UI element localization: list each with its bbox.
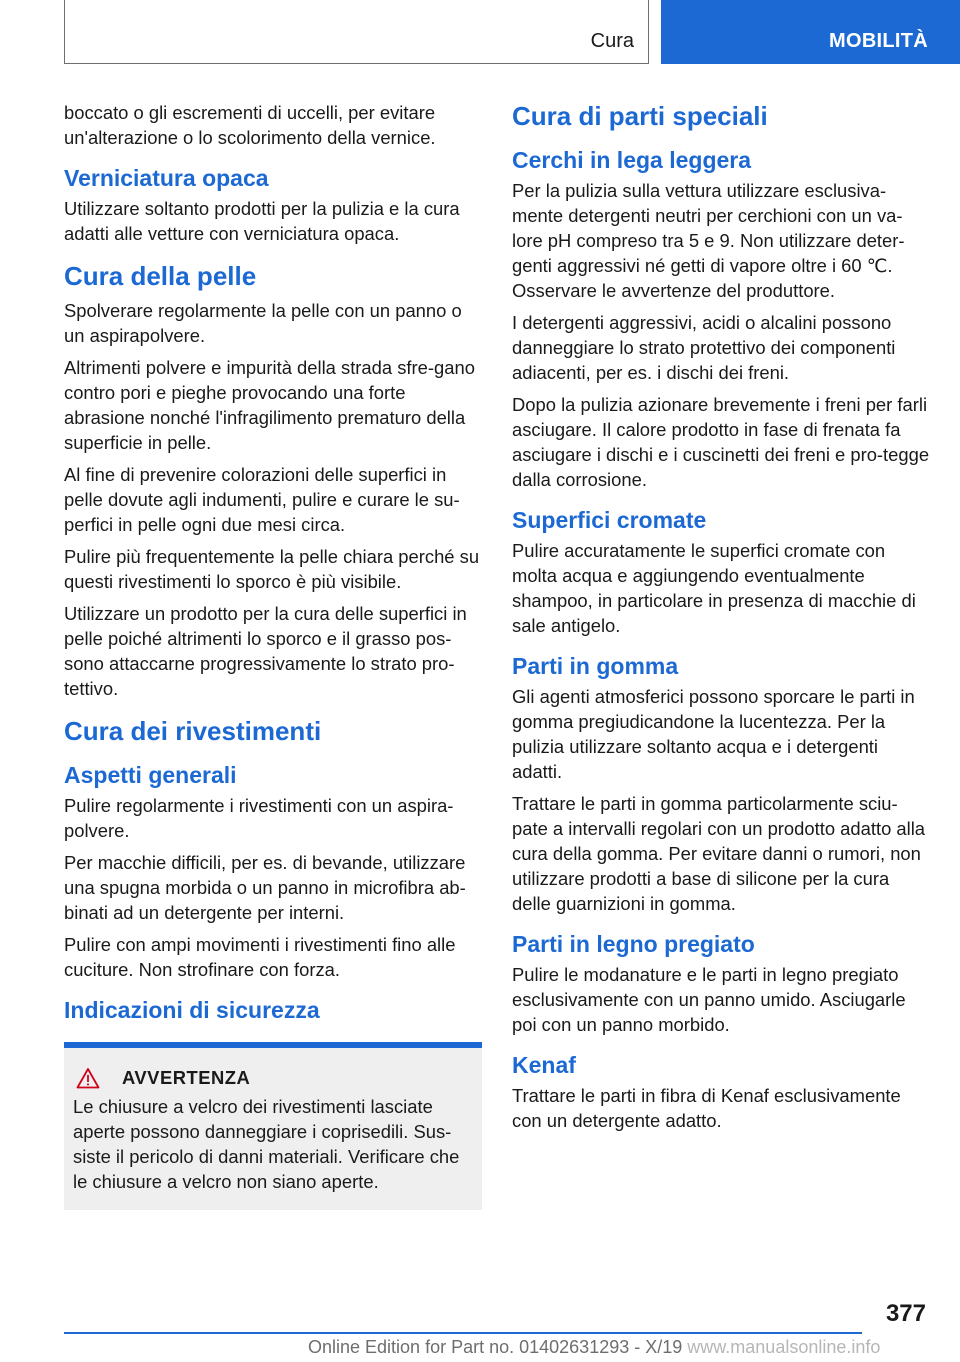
warning-text: Le chiusure a velcro dei rivestimenti lasciate aperte possono danneggiare i coprisedili. Sus-siste il pericolo di danni materiali. Verificare che le chiusure a velcro non siano aperte. bbox=[73, 1096, 460, 1192]
paragraph: Dopo la pulizia azionare brevemente i freni per farli asciugare. Il calore prodotto in fase di frenata fa asciugare i dischi e i cuscinetti dei freni e pro-tegge dalla corrosione. bbox=[512, 394, 930, 490]
paragraph: Pulire più frequentemente la pelle chiara perché su questi rivestimenti lo sporco è più visibile. bbox=[64, 546, 480, 592]
warning-title: AVVERTENZA bbox=[122, 1067, 251, 1088]
right-column bbox=[512, 100, 930, 1140]
footer-edition: Online Edition for Part no. 01402631293 - X/19 bbox=[308, 1337, 683, 1357]
warning-header bbox=[73, 1066, 472, 1090]
paragraph: Al fine di prevenire colorazioni delle superfici in pelle dovute agli indumenti, pulire e curare le su-perfici in pelle ogni due mesi circa. bbox=[64, 464, 460, 535]
paragraph: Pulire con ampi movimenti i rivestimenti fino alle cuciture. Non strofinare con forza. bbox=[64, 934, 456, 980]
heading-verniciatura-opaca: Verniciatura opaca bbox=[64, 165, 269, 191]
paragraph: Pulire le modanature e le parti in legno pregiato esclusivamente con un panno umido. Asciugarle poi con un panno morbido. bbox=[512, 964, 906, 1035]
paragraph: Per macchie difficili, per es. di bevande, utilizzare una spugna morbida o un panno in microfibra ab-binati ad un detergente per interni. bbox=[64, 852, 466, 923]
footer-watermark: www.manualsonline.info bbox=[687, 1337, 881, 1357]
header-chapter-tab bbox=[661, 0, 960, 64]
footer-edition-line bbox=[308, 1337, 880, 1358]
paragraph: I detergenti aggressivi, acidi o alcalini possono danneggiare lo strato protettivo dei componenti adiacenti, per es. i dischi dei freni. bbox=[512, 312, 896, 383]
paragraph: Trattare le parti in fibra di Kenaf esclusivamente con un detergente adatto. bbox=[512, 1085, 901, 1131]
header-section-title: Cura bbox=[590, 30, 634, 52]
paragraph: Spolverare regolarmente la pelle con un panno o un aspirapolvere. bbox=[64, 300, 462, 346]
paragraph: Altrimenti polvere e impurità della strada sfre-gano contro pori e pieghe provocando una forte abrasione nonché l'infragilimento prematuro della superficie in pelle. bbox=[64, 357, 475, 453]
footer-divider bbox=[64, 1332, 862, 1334]
left-column bbox=[64, 100, 482, 1210]
heading-cura-di-parti-speciali: Cura di parti speciali bbox=[512, 101, 768, 131]
paragraph: Trattare le parti in gomma particolarmente sciu-pate a intervalli regolari con un prodotto adatto alla cura della gomma. Per evitare danni o rumori, non utilizzare prodotti a base di silicone per la cura delle guarnizioni in gomma. bbox=[512, 793, 926, 914]
heading-cura-della-pelle: Cura della pelle bbox=[64, 261, 257, 291]
heading-cerchi-in-lega: Cerchi in lega leggera bbox=[512, 147, 752, 173]
page-number: 377 bbox=[885, 1300, 926, 1327]
heading-cura-dei-rivestimenti: Cura dei rivestimenti bbox=[64, 716, 322, 746]
paragraph: Pulire regolarmente i rivestimenti con un aspira-polvere. bbox=[64, 795, 454, 841]
paragraph: boccato o gli escrementi di uccelli, per evitare un'alterazione o lo scolorimento della vernice. bbox=[64, 102, 436, 148]
warning-box bbox=[64, 1042, 482, 1210]
heading-superfici-cromate: Superfici cromate bbox=[512, 507, 707, 533]
warning-triangle-icon bbox=[76, 1066, 112, 1090]
heading-indicazioni-di-sicurezza: Indicazioni di sicurezza bbox=[64, 997, 320, 1023]
header-section-box bbox=[64, 0, 649, 64]
heading-aspetti-generali: Aspetti generali bbox=[64, 762, 237, 788]
paragraph: Per la pulizia sulla vettura utilizzare esclusiva-mente detergenti neutri per cerchioni con un va-lore pH compreso tra 5 e 9. Non utilizzare deter-genti aggressivi né getti di vapore oltre i 60 ℃. Osservare le avvertenze del produttore. bbox=[512, 180, 905, 301]
paragraph: Utilizzare un prodotto per la cura delle superfici in pelle poiché altrimenti lo sporco e il grasso pos-sono attaccarne progressivamente lo strato pro-tettivo. bbox=[64, 603, 467, 699]
heading-parti-in-legno-pregiato: Parti in legno pregiato bbox=[512, 931, 755, 957]
heading-parti-in-gomma: Parti in gomma bbox=[512, 653, 679, 679]
heading-kenaf: Kenaf bbox=[512, 1052, 576, 1078]
paragraph: Pulire accuratamente le superfici cromate con molta acqua e aggiungendo eventualmente shampoo, in particolare in presenza di macchie di sale antigelo. bbox=[512, 540, 916, 636]
paragraph: Utilizzare soltanto prodotti per la pulizia e la cura adatti alle vetture con verniciatura opaca. bbox=[64, 198, 460, 244]
header-chapter-title: MOBILITÀ bbox=[829, 30, 929, 52]
paragraph: Gli agenti atmosferici possono sporcare le parti in gomma pregiudicandone la lucentezza. Per la pulizia utilizzare soltanto acqua e i detergenti adatti. bbox=[512, 686, 915, 782]
